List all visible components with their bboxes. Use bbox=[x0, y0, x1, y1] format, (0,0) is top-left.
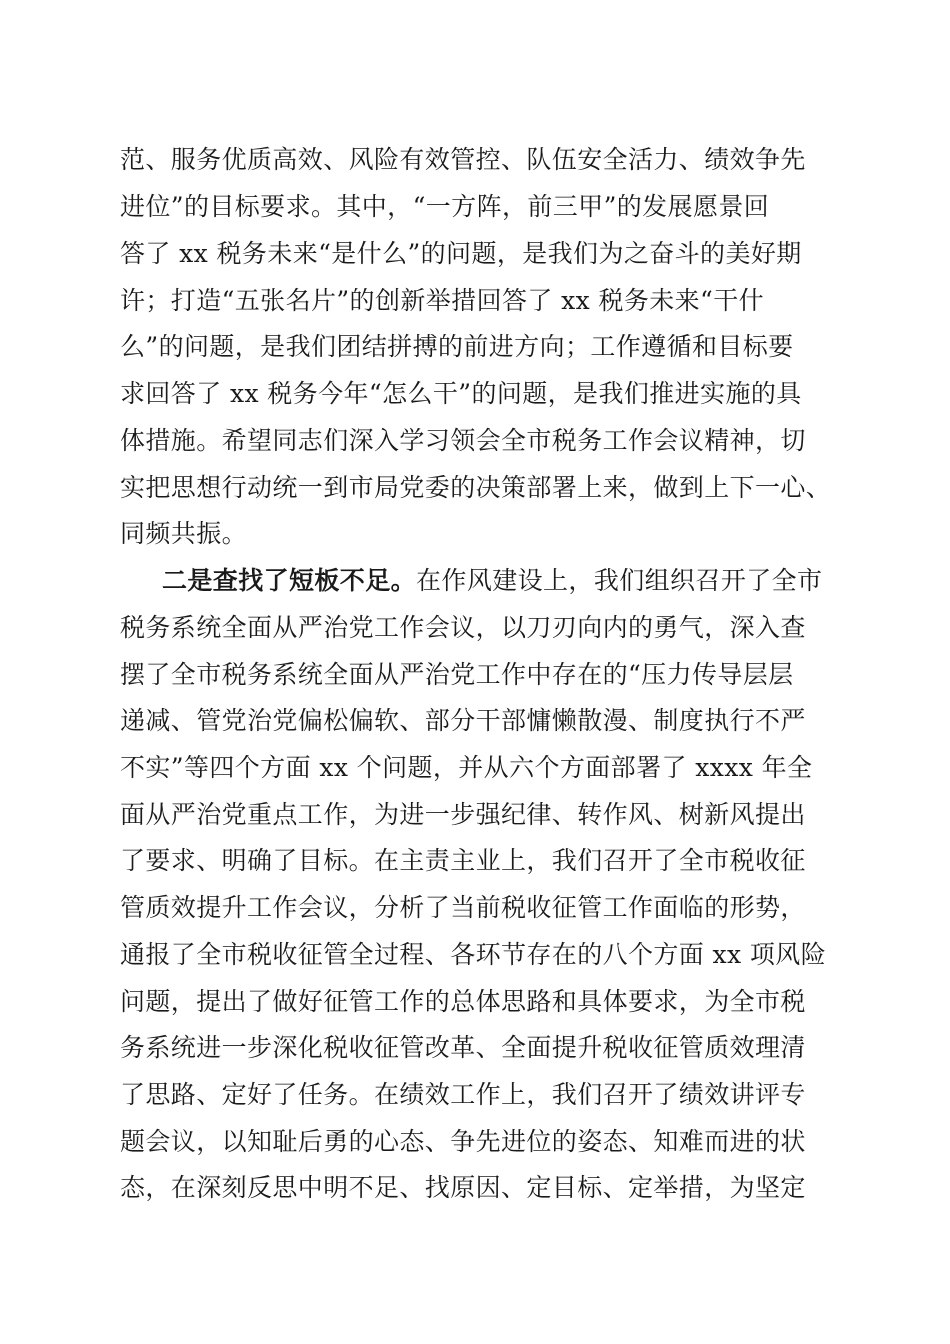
text-line: 问题，提出了做好征管工作的总体思路和具体要求，为全市税 bbox=[120, 987, 806, 1016]
text-line: 递减、管党治党偏松偏软、部分干部慵懒散漫、制度执行不严 bbox=[120, 706, 806, 735]
text-line: 通报了全市税收征管全过程、各环节存在的八个方面 xx 项风险 bbox=[120, 940, 827, 969]
text-line: 许；打造“五张名片”的创新举措回答了 xx 税务未来“干什 bbox=[120, 286, 765, 315]
text-line: 么”的问题，是我们团结拼搏的前进方向；工作遵循和目标要 bbox=[120, 332, 794, 361]
text-line: 范、服务优质高效、风险有效管控、队伍安全活力、绩效争先 bbox=[120, 145, 806, 174]
text-segment: 在作风建设上，我们组织召开了全市 bbox=[416, 566, 823, 595]
text-line: 务系统进一步深化税收征管改革、全面提升税收征管质效理清 bbox=[120, 1033, 806, 1062]
text-line: 求回答了 xx 税务今年“怎么干”的问题，是我们推进实施的具 bbox=[120, 379, 802, 408]
text-line: 面从严治党重点工作，为进一步强纪律、转作风、树新风提出 bbox=[120, 800, 806, 829]
text-line: 管质效提升工作会议，分析了当前税收征管工作面临的形势， bbox=[120, 893, 806, 922]
text-line: 体措施。希望同志们深入学习领会全市税务工作会议精神，切 bbox=[120, 426, 806, 455]
text-line: 实把思想行动统一到市局党委的决策部署上来，做到上下一心、 bbox=[120, 473, 832, 502]
paragraph-first-line bbox=[162, 561, 842, 601]
text-line: 了要求、明确了目标。在主责主业上，我们召开了全市税收征 bbox=[120, 846, 806, 875]
text-line: 了思路、定好了任务。在绩效工作上，我们召开了绩效讲评专 bbox=[120, 1080, 806, 1109]
text-line: 不实”等四个方面 xx 个问题，并从六个方面部署了 xxxx 年全 bbox=[120, 753, 813, 782]
text-line: 进位”的目标要求。其中，“一方阵，前三甲”的发展愿景回 bbox=[120, 192, 770, 221]
text-line: 同频共振。 bbox=[120, 519, 248, 548]
text-line: 答了 xx 税务未来“是什么”的问题，是我们为之奋斗的美好期 bbox=[120, 239, 802, 268]
text-line: 态，在深刻反思中明不足、找原因、定目标、定举措，为坚定 bbox=[120, 1173, 806, 1202]
text-line: 税务系统全面从严治党工作会议，以刀刃向内的勇气，深入查 bbox=[120, 613, 806, 642]
text-line: 摆了全市税务系统全面从严治党工作中存在的“压力传导层层 bbox=[120, 660, 794, 689]
paragraph-heading: 二是查找了短板不足。 bbox=[162, 566, 417, 595]
text-line: 题会议，以知耻后勇的心态、争先进位的姿态、知难而进的状 bbox=[120, 1127, 806, 1156]
